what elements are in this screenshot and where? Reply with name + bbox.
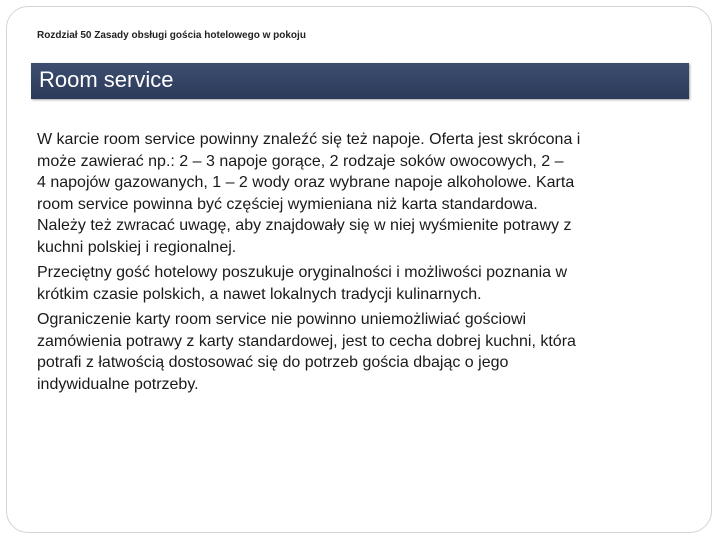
- chapter-heading: Rozdział 50 Zasady obsługi gościa hotelowego w pokoju: [37, 30, 306, 41]
- slide-body: [37, 129, 667, 399]
- title-bar: [31, 63, 689, 99]
- paragraph-drinks: W karcie room service powinny znaleźć się też napoje. Oferta jest skrócona i może zawierać np.: 2 – 3 napoje gorące, 2 rodzaje soków owocowych, 2 – 4 napojów gazowanych, 1 – 2 wody oraz wybrane napoje alkoholowe. Karta room service powinna być częściej wymieniana niż karta standardowa. Należy też zwracać uwagę, aby znajdowały się w niej wyśmienite potrawy z kuchni polskiej i regionalnej.: [37, 131, 581, 256]
- paragraph-guest: Przeciętny gość hotelowy poszukuje oryginalności i możliwości poznania w krótkim czasie polskich, a nawet lokalnych tradycji kulinarnych.: [37, 264, 568, 303]
- slide-title: Room service: [39, 67, 174, 92]
- paragraph-limitation: Ograniczenie karty room service nie powinno uniemożliwiać gościowi zamówienia potrawy z karty standardowej, jest to cecha dobrej kuchni, która potrafi z łatwością dostosować się do potrzeb gościa dbając o jego indywidualne potrzeby.: [37, 311, 576, 393]
